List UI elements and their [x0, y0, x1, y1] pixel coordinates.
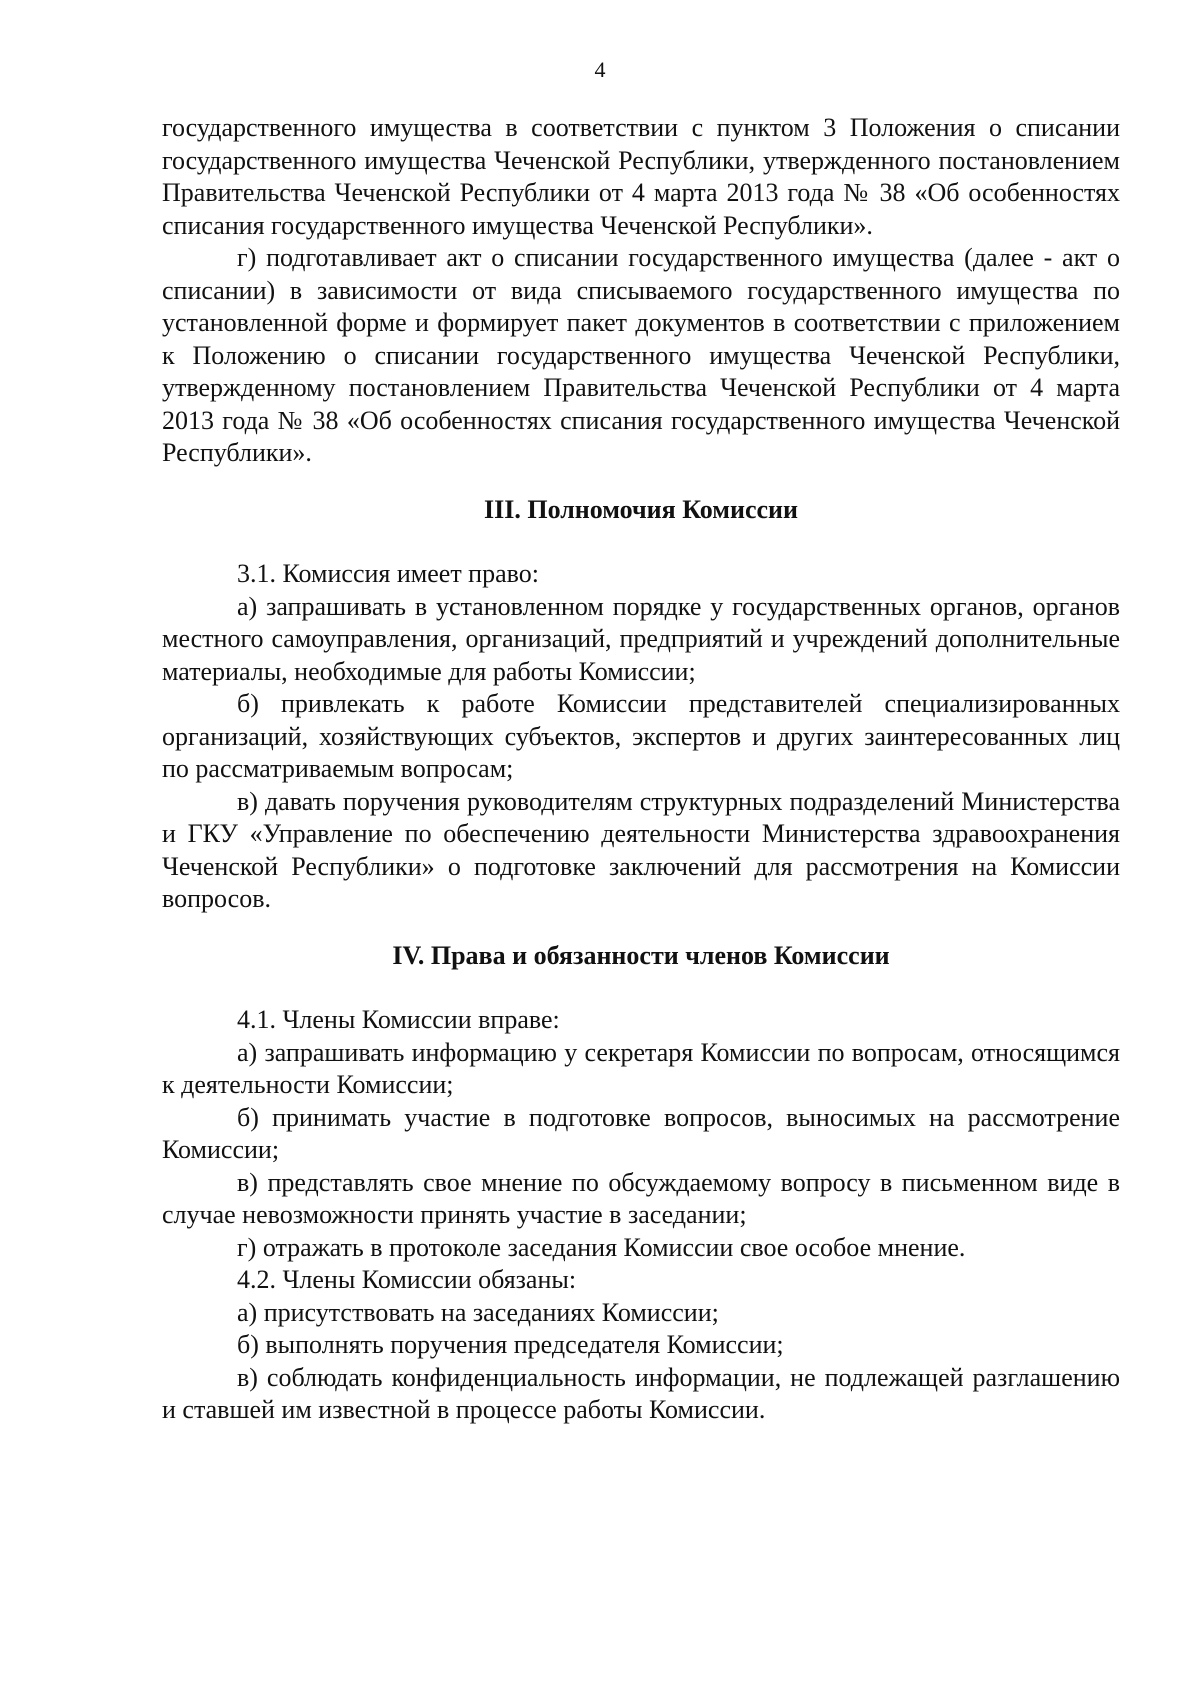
section4-clause-4-2: 4.2. Члены Комиссии обязаны: — [237, 1265, 577, 1294]
section3-clause-3-1: 3.1. Комиссия имеет право: — [237, 559, 539, 588]
paragraph-item-g: г) подготавливает акт о списании государственного имущества (далее - акт о списании) в зависимости от вида списываемого государственного имущества по установленной форме и формирует пакет документов в соответствии с приложением к Положению о списании государственного имущества Чеченской Республики, утвержденному постановлением Правительства Чеченской Республики от 4 марта 2013 года № 38 «Об особенностях списания государственного имущества Чеченской Республики». — [162, 243, 1120, 467]
section4-clause-4-1: 4.1. Члены Комиссии вправе: — [237, 1005, 560, 1034]
section4-duty-a: а) присутствовать на заседаниях Комиссии; — [237, 1297, 719, 1327]
section-heading-4: IV. Права и обязанности членов Комиссии — [392, 940, 890, 970]
section4-duty-v: в) соблюдать конфиденциальность информации, не подлежащей разглашению и ставшей им известной в процессе работы Комиссии. — [162, 1362, 1120, 1424]
section4-item-b: б) принимать участие в подготовке вопросов, выносимых на рассмотрение Комиссии; — [162, 1102, 1120, 1164]
section3-item-a: а) запрашивать в установленном порядке у государственных органов, органов местного самоуправления, организаций, предприятий и учреждений дополнительные материалы, необходимые для работы Комиссии; — [162, 591, 1120, 686]
section3-item-b: б) привлекать к работе Комиссии представителей специализированных организаций, хозяйствующих субъектов, экспертов и других заинтересованных лиц по рассматриваемым вопросам; — [162, 689, 1120, 783]
paragraph-continuation: государственного имущества в соответствии с пунктом 3 Положения о списании государственного имущества Чеченской Республики, утвержденного постановлением Правительства Чеченской Республики от 4 марта 2013 года № 38 «Об особенностях списания государственного имущества Чеченской Республики». — [162, 113, 1120, 240]
section4-duty-b: б) выполнять поручения председателя Комиссии; — [237, 1330, 784, 1359]
section4-item-v: в) представлять свое мнение по обсуждаемому вопросу в письменном виде в случае невозможности принять участие в заседании; — [162, 1167, 1120, 1229]
section3-item-v: в) давать поручения руководителям структурных подразделений Министерства и ГКУ «Управление по обеспечению деятельности Министерства здравоохранения Чеченской Республики» о подготовке заключений для рассмотрения на Комиссии вопросов. — [162, 786, 1120, 913]
section-heading-3: III. Полномочия Комиссии — [483, 494, 798, 524]
section4-item-a: а) запрашивать информацию у секретаря Комиссии по вопросам, относящимся к деятельности Комиссии; — [162, 1037, 1120, 1099]
page-number: 4 — [594, 57, 606, 82]
section4-item-g: г) отражать в протоколе заседания Комиссии свое особое мнение. — [237, 1232, 966, 1262]
document-body — [162, 112, 1120, 1427]
